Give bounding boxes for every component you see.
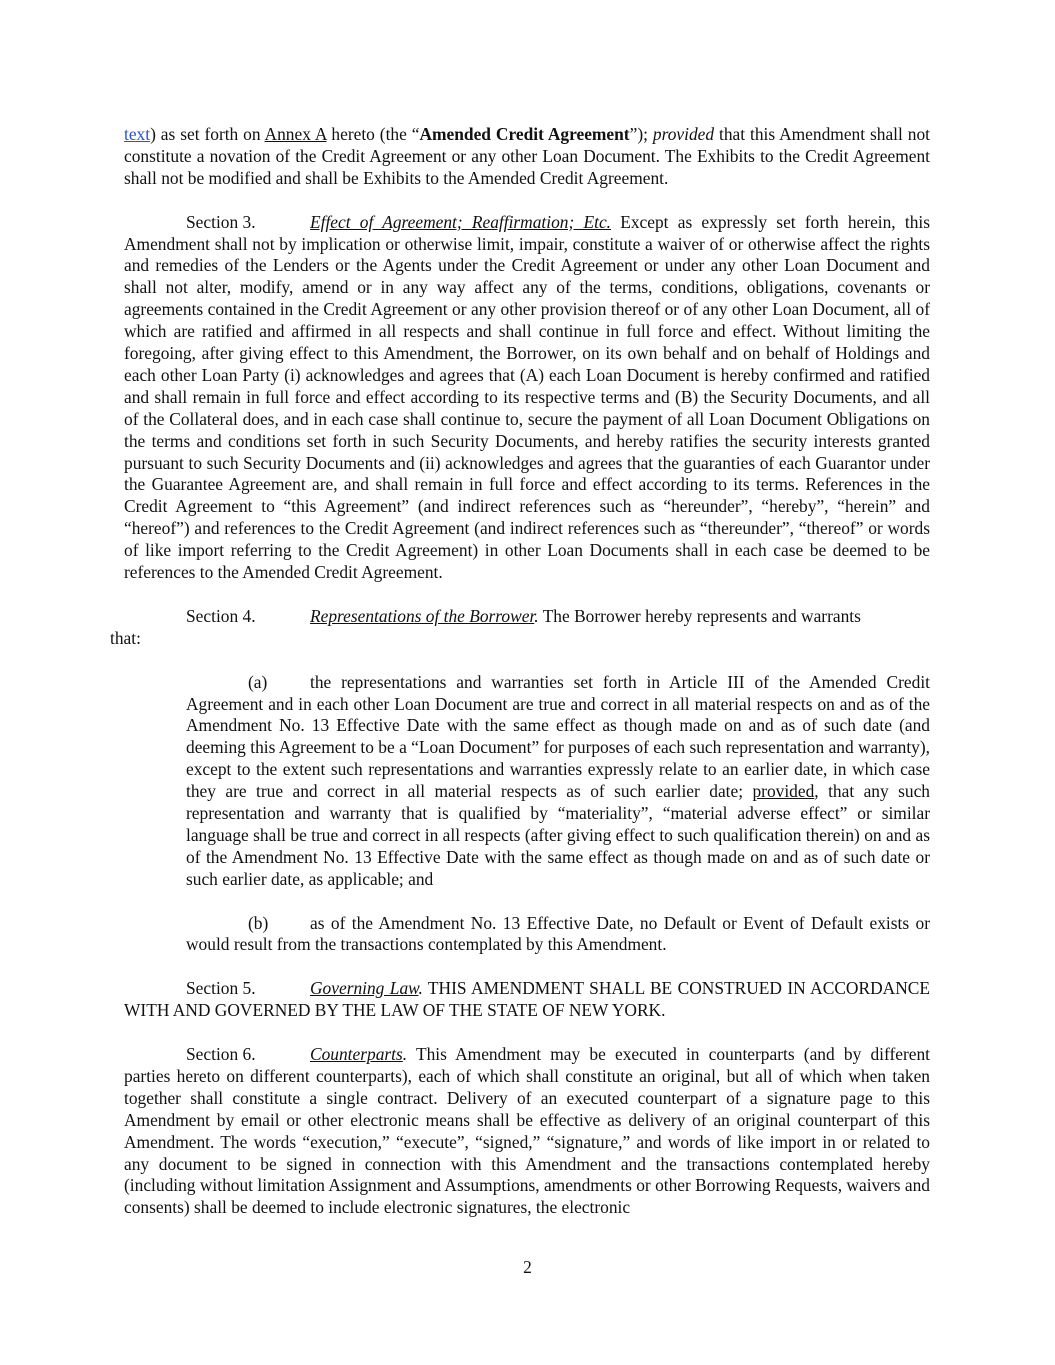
document-page xyxy=(110,124,930,1219)
section-number: Section 6. xyxy=(186,1043,256,1064)
section-number: Section 5. xyxy=(186,978,256,999)
section-title: Representations of the Borrower xyxy=(310,605,535,626)
section-title: Counterparts xyxy=(310,1043,403,1064)
section-title: Governing Law xyxy=(310,978,419,999)
paragraph-amended-credit-agreement: text) as set forth on Annex A hereto (the “Amended Credit Agreement”); provided that this Amendment shall not constitute a novation of the Credit Agreement or any other Loan Document. The Exhibits to the Credit Agreement shall not be modified and shall be Exhibits to the Amended Credit Agreement. xyxy=(124,124,930,188)
clause-a: (a) the representations and warranties set forth in Article III of the Amended Credit Agreement and in each other Loan Document are true and correct in all material respects on and as of the Amendment No. 13 Effective Date with the same effect as though made on and as of such date (and deeming this Agreement to be a “Loan Document” for purposes of each such representation and warranty), except to the extent such representations and warranties expressly relate to an earlier date, in which case they are true and correct in all material respects as of such earlier date; provided, that any such representation and warranty that is qualified by “materiality”, “material adverse effect” or similar language shall be true and correct in all respects (after giving effect to such qualification therein) on and as of the Amendment No. 13 Effective Date with the same effect as though made on and as of such date or such earlier date, as applicable; and xyxy=(186,671,930,889)
clause-label: (a) xyxy=(248,671,268,692)
clause-label: (b) xyxy=(248,912,269,933)
clause-b: (b) as of the Amendment No. 13 Effective Date, no Default or Event of Default exists or would result from the transactions contemplated by this Amendment. xyxy=(186,912,930,955)
section-number: Section 4. xyxy=(186,605,256,626)
page-number: 2 xyxy=(523,1257,532,1277)
section-4-continuation: that: xyxy=(110,627,141,648)
section-number: Section 3. xyxy=(186,211,256,232)
annex-a-reference: Annex A xyxy=(264,124,327,144)
defined-term: Amended Credit Agreement xyxy=(419,124,630,144)
section-4: Section 4. Representations of the Borrower. The Borrower hereby represents and warrants xyxy=(186,605,861,626)
section-6: Section 6. Counterparts. This Amendment may be executed in counterparts (and by different parties hereto on different counterparts), each of which shall constitute an original, but all of which when taken together shall constitute a single contract. Delivery of an executed counterpart of a signature page to this Amendment by email or other electronic means shall be effective as delivery of an original counterpart of this Amendment. The words “execution,” “execute”, “signed,” “signature,” and words of like import in or related to any document to be signed in connection with this Amendment and the transactions contemplated hereby (including without limitation Assignment and Assumptions, amendments or other Borrowing Requests, waivers and consents) shall be deemed to include electronic signatures, the electronic xyxy=(124,1043,930,1218)
section-title: Effect of Agreement; Reaffirmation; Etc. xyxy=(310,211,612,232)
section-5: Section 5. Governing Law. THIS AMENDMENT SHALL BE CONSTRUED IN ACCORDANCE WITH AND GOVERNED BY THE LAW OF THE STATE OF NEW YORK. xyxy=(124,978,930,1021)
section-3: Section 3. Effect of Agreement; Reaffirmation; Etc. Except as expressly set forth herein, this Amendment shall not by implication or otherwise limit, impair, constitute a waiver of or otherwise affect the rights and remedies of the Lenders or the Agents under the Credit Agreement or under any other Loan Document and shall not alter, modify, amend or in any way affect any of the terms, conditions, obligations, covenants or agreements contained in the Credit Agreement or any other provision thereof or of any other Loan Document, all of which are ratified and affirmed in all respects and shall continue in full force and effect. Without limiting the foregoing, after giving effect to this Amendment, the Borrower, on its own behalf and on behalf of Holdings and each other Loan Party (i) acknowledges and agrees that (A) each Loan Document is hereby confirmed and ratified and shall remain in full force and effect according to its respective terms and (B) the Security Documents, and all of the Collateral does, and in each case shall continue to, secure the payment of all Loan Document Obligations on the terms and conditions set forth in such Security Documents, and hereby ratifies the security interests granted pursuant to such Security Documents and (ii) acknowledges and agrees that the guaranties of each Guarantor under the Guarantee Agreement are, and shall remain in full force and effect according to its terms. References in the Credit Agreement to “this Agreement” (and indirect references such as “hereunder”, “hereby”, “herein” and “hereof”) and references to the Credit Agreement (and indirect references such as “thereunder”, “thereof” or words of like import referring to the Credit Agreement) in other Loan Documents shall in each case be deemed to be references to the Amended Credit Agreement. xyxy=(124,211,930,583)
text-link[interactable]: text xyxy=(124,124,151,144)
